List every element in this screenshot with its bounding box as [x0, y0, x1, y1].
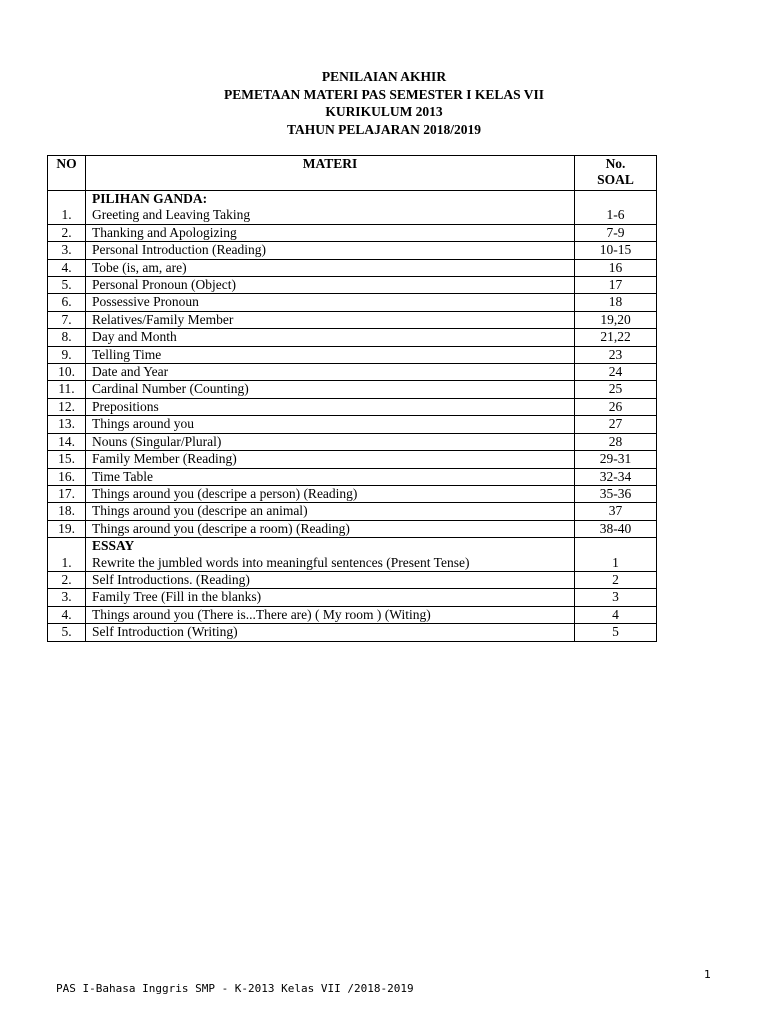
row-number: 11. [48, 381, 86, 398]
row-materi: Nouns (Singular/Plural) [86, 433, 575, 450]
row-materi [86, 538, 575, 572]
header-title: PENILAIAN AKHIR [321, 69, 447, 84]
pilihan-ganda-row [48, 346, 657, 363]
row-soal: 17 [575, 277, 657, 294]
pilihan-ganda-row [48, 294, 657, 311]
row-soal: 35-36 [575, 485, 657, 502]
row-number: 5. [48, 277, 86, 294]
row-materi-text: Rewrite the jumbled words into meaningful sentences (Present Tense) [92, 554, 470, 570]
row-materi: Things around you (descripe a room) (Reading) [86, 520, 575, 537]
pilihan-ganda-row [48, 398, 657, 415]
essay-row [48, 538, 657, 572]
row-number: 3. [48, 589, 86, 606]
row-number: 1. [48, 191, 86, 225]
essay-row [48, 606, 657, 623]
row-materi: Personal Introduction (Reading) [86, 242, 575, 259]
essay-row [48, 571, 657, 588]
row-materi: Family Member (Reading) [86, 451, 575, 468]
row-materi: Things around you (descripe a person) (Reading) [86, 485, 575, 502]
row-soal: 1 [575, 538, 657, 572]
header-subtitle: PEMETAAN MATERI PAS SEMESTER I KELAS VII [223, 86, 545, 102]
essay-section [48, 538, 657, 641]
pilihan-ganda-row [48, 485, 657, 502]
row-number: 13. [48, 416, 86, 433]
pilihan-ganda-row [48, 259, 657, 276]
essay-row [48, 589, 657, 606]
row-materi: Things around you (There is...There are) ( My room ) (Witing) [86, 606, 575, 623]
header-year: TAHUN PELAJARAN 2018/2019 [286, 121, 481, 137]
page-number: 1 [704, 968, 711, 981]
pilihan-ganda-row [48, 468, 657, 485]
row-soal: 24 [575, 364, 657, 381]
pilihan-ganda-row [48, 381, 657, 398]
row-materi: Family Tree (Fill in the blanks) [86, 589, 575, 606]
row-soal: 27 [575, 416, 657, 433]
pilihan-ganda-row [48, 329, 657, 346]
row-number: 2. [48, 224, 86, 241]
pilihan-ganda-row [48, 311, 657, 328]
pilihan-ganda-row [48, 242, 657, 259]
row-soal: 32-34 [575, 468, 657, 485]
row-number: 17. [48, 485, 86, 502]
row-number: 19. [48, 520, 86, 537]
row-number: 5. [48, 624, 86, 641]
row-materi: Time Table [86, 468, 575, 485]
col-header-materi: MATERI [86, 156, 575, 191]
row-materi: Things around you (descripe an animal) [86, 503, 575, 520]
row-number: 8. [48, 329, 86, 346]
header-curriculum: KURIKULUM 2013 [325, 104, 443, 119]
row-soal: 19,20 [575, 311, 657, 328]
row-number: 2. [48, 571, 86, 588]
row-soal: 4 [575, 606, 657, 623]
row-materi: Self Introductions. (Reading) [86, 571, 575, 588]
col-header-soal [575, 156, 657, 191]
row-number: 9. [48, 346, 86, 363]
row-number: 3. [48, 242, 86, 259]
row-number: 4. [48, 259, 86, 276]
col-header-soal-line2: SOAL [597, 172, 634, 188]
row-soal: 1-6 [575, 191, 657, 225]
row-soal: 18 [575, 294, 657, 311]
pilihan-ganda-row [48, 277, 657, 294]
section-title: PILIHAN GANDA: [92, 191, 208, 206]
pilihan-ganda-row [48, 451, 657, 468]
row-materi: Tobe (is, am, are) [86, 259, 575, 276]
row-materi: Telling Time [86, 346, 575, 363]
pilihan-ganda-row [48, 520, 657, 537]
essay-row [48, 624, 657, 641]
row-number: 18. [48, 503, 86, 520]
footer-text: PAS I-Bahasa Inggris SMP - K-2013 Kelas VII /2018-2019 [56, 982, 414, 995]
row-soal: 29-31 [575, 451, 657, 468]
row-number: 1. [48, 538, 86, 572]
row-soal: 37 [575, 503, 657, 520]
row-materi: Things around you [86, 416, 575, 433]
row-materi: Cardinal Number (Counting) [86, 381, 575, 398]
row-materi: Day and Month [86, 329, 575, 346]
materi-table [47, 155, 657, 642]
pilihan-ganda-row [48, 191, 657, 225]
row-materi-text: Greeting and Leaving Taking [92, 207, 251, 223]
row-soal: 16 [575, 259, 657, 276]
pilihan-ganda-row [48, 224, 657, 241]
pilihan-ganda-row [48, 416, 657, 433]
row-materi [86, 191, 575, 225]
col-header-soal-line1: No. [605, 156, 626, 171]
row-number: 16. [48, 468, 86, 485]
pilihan-ganda-row [48, 364, 657, 381]
row-number: 12. [48, 398, 86, 415]
row-number: 7. [48, 311, 86, 328]
section-title: ESSAY [92, 538, 135, 554]
materi-table-wrapper [47, 155, 657, 642]
row-materi: Possessive Pronoun [86, 294, 575, 311]
row-soal: 3 [575, 589, 657, 606]
col-header-no: NO [48, 156, 86, 191]
pilihan-ganda-row [48, 503, 657, 520]
row-number: 15. [48, 451, 86, 468]
row-number: 10. [48, 364, 86, 381]
row-number: 6. [48, 294, 86, 311]
row-soal: 26 [575, 398, 657, 415]
row-materi: Thanking and Apologizing [86, 224, 575, 241]
pilihan-ganda-section [48, 191, 657, 538]
row-soal: 25 [575, 381, 657, 398]
row-materi: Self Introduction (Writing) [86, 624, 575, 641]
row-soal: 10-15 [575, 242, 657, 259]
row-number: 14. [48, 433, 86, 450]
row-soal: 21,22 [575, 329, 657, 346]
row-soal: 2 [575, 571, 657, 588]
row-soal: 7-9 [575, 224, 657, 241]
row-soal: 28 [575, 433, 657, 450]
row-soal: 23 [575, 346, 657, 363]
pilihan-ganda-row [48, 433, 657, 450]
row-materi: Relatives/Family Member [86, 311, 575, 328]
row-soal: 38-40 [575, 520, 657, 537]
row-materi: Prepositions [86, 398, 575, 415]
row-materi: Date and Year [86, 364, 575, 381]
row-soal: 5 [575, 624, 657, 641]
document-header [0, 68, 768, 138]
row-number: 4. [48, 606, 86, 623]
row-materi: Personal Pronoun (Object) [86, 277, 575, 294]
